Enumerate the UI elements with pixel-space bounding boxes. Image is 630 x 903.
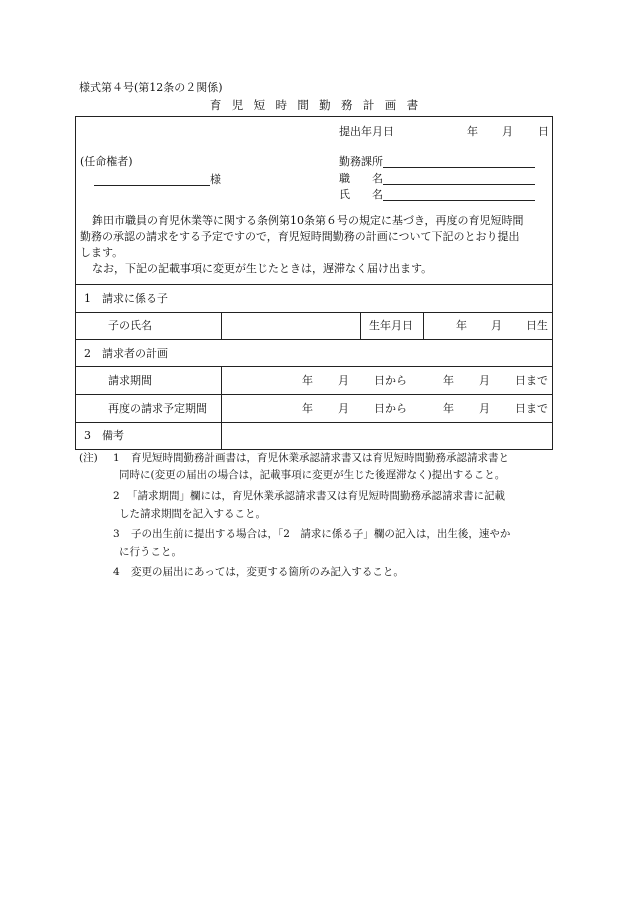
redo-end-month-unit: 月 [479, 402, 490, 415]
child-name-label: 子の氏名 [108, 319, 152, 332]
birth-day-unit: 日生 [526, 319, 548, 332]
note-1-line2: 同時に(変更の届出の場合は，記載事項に変更が生じた後遅滞なく)提出すること。 [119, 469, 506, 481]
section2-heading: 2 請求者の計画 [84, 347, 168, 360]
request-period-field[interactable] [222, 367, 552, 393]
redo-start-from: 日から [374, 402, 407, 415]
column-line [360, 312, 361, 339]
period-start-from: 日から [374, 374, 407, 387]
note-1-line1: 育児短時間勤務計画書は，育児休業承認請求書又は育児短時間勤務承認請求書と [131, 452, 509, 464]
name-label: 氏 名 [339, 188, 383, 201]
date-year-unit: 年 [467, 125, 478, 138]
appointer-name-field[interactable] [94, 173, 221, 186]
child-name-field[interactable] [222, 313, 359, 338]
body-text-line4: なお，下記の記載事項に変更が生じたときは，遅滞なく届け出ます。 [92, 262, 433, 275]
period-start-year-unit: 年 [302, 374, 313, 387]
divider-line [76, 339, 552, 340]
note-3-line2: に行うこと。 [119, 546, 182, 558]
form-number-label: 様式第４号(第12条の２関係) [79, 81, 223, 94]
redo-end-until: 日まで [515, 402, 548, 415]
redo-period-field[interactable] [222, 395, 552, 421]
body-text-line2: 勤務の承認の請求をする予定ですので，育児短時間勤務の計画について下記のとおり提出 [80, 230, 520, 243]
section1-heading: 1 請求に係る子 [84, 292, 168, 305]
body-text-line1: 鉾田市職員の育児休業等に関する条例第10条第６号の規定に基づき，再度の育児短時間 [92, 214, 524, 227]
body-text-line3: します。 [80, 246, 124, 259]
birth-year-unit: 年 [456, 319, 467, 332]
period-end-until: 日まで [515, 374, 548, 387]
note-4-number: 4 [113, 566, 120, 578]
note-3-number: 3 [113, 528, 120, 540]
document-title: 育児短時間勤務計画書 [209, 98, 429, 112]
note-4-line1: 変更の届出にあっては，変更する箇所のみ記入すること。 [131, 566, 404, 578]
divider-line [76, 284, 552, 285]
redo-start-month-unit: 月 [338, 402, 349, 415]
post-label: 職 名 [339, 172, 383, 185]
date-month-unit: 月 [502, 125, 513, 138]
name-row [339, 188, 535, 201]
request-period-label: 請求期間 [108, 374, 152, 387]
birth-date-field[interactable] [424, 313, 552, 338]
note-2-line1: 「請求期間」欄には，育児休業承認請求書又は育児短時間勤務承認請求書に記載 [127, 490, 505, 502]
note-2-number: 2 [113, 490, 120, 502]
dept-label: 勤務課所 [339, 155, 383, 168]
remarks-field[interactable] [222, 423, 552, 449]
date-day-unit: 日 [538, 125, 549, 138]
name-field[interactable] [383, 189, 535, 201]
post-field[interactable] [383, 173, 535, 185]
period-start-month-unit: 月 [338, 374, 349, 387]
post-row [339, 172, 535, 185]
note-3-line1: 子の出生前に提出する場合は，「2 請求に係る子」欄の記入は，出生後，速やか [131, 528, 511, 540]
birth-date-label: 生年月日 [369, 319, 413, 332]
appointer-label: (任命権者) [80, 155, 133, 168]
note-2-line2: した請求期間を記入すること。 [119, 508, 266, 520]
period-end-month-unit: 月 [479, 374, 490, 387]
redo-end-year-unit: 年 [443, 402, 454, 415]
redo-period-label: 再度の請求予定期間 [108, 402, 207, 415]
note-1-number: 1 [113, 452, 120, 464]
dept-row [339, 155, 535, 168]
birth-month-unit: 月 [491, 319, 502, 332]
period-end-year-unit: 年 [443, 374, 454, 387]
form-table [75, 116, 553, 450]
dept-field[interactable] [383, 156, 535, 168]
sama-label: 様 [210, 173, 221, 186]
submission-date-label: 提出年月日 [339, 125, 394, 138]
redo-start-year-unit: 年 [302, 402, 313, 415]
section3-heading: 3 備考 [84, 429, 124, 442]
notes-prefix: (注) [79, 452, 98, 464]
